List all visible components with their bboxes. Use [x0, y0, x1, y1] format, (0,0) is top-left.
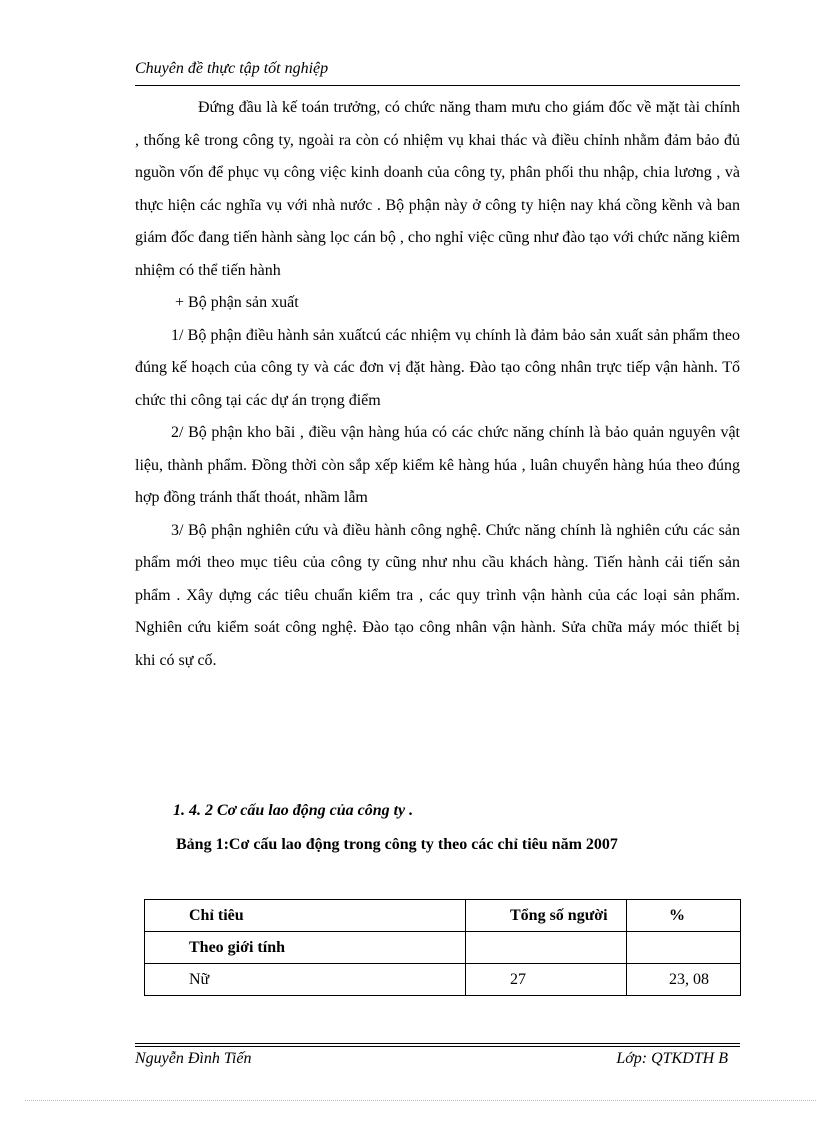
header-percent: %: [627, 900, 741, 932]
table-title: Bảng 1:Cơ cấu lao động trong công ty theo các chỉ tiêu năm 2007: [176, 836, 618, 853]
table-cell: Theo giới tính: [145, 932, 466, 964]
footer-rule: [135, 1043, 740, 1044]
paragraph-production-heading: + Bộ phận sản xuất: [175, 294, 299, 311]
header-rule: [135, 85, 740, 86]
paragraph-research: 3/ Bộ phận nghiên cứu và điều hành công nghệ. Chức năng chính là nghiên cứu các sản phẩm mới theo mục tiêu của công ty cũng như nhu cầu khách hàng. Tiến hành cải tiến sản phẩm . Xây dựng các tiêu chuẩn kiểm tra , các quy trình vận hành của các loại sản phẩm. Nghiên cứu kiểm soát công nghệ. Đào tạo công nhân vận hành. Sửa chữa máy móc thiết bị khi có sự cố.: [135, 521, 740, 669]
footer-rule: [135, 1046, 740, 1047]
footer-class: Lớp: QTKDTH B: [616, 1050, 728, 1067]
labor-structure-table: [144, 899, 741, 996]
table-cell: 27: [466, 964, 627, 996]
table-cell: [466, 932, 627, 964]
paragraph-accounting: Đứng đầu là kế toán trưởng, có chức năng tham mưu cho giám đốc về mặt tài chính , thống kê trong công ty, ngoài ra còn có nhiệm vụ khai thác và điều chỉnh nhằm đảm bảo đủ nguồn vốn để phục vụ công việc kinh doanh của công ty, phân phối thu nhập, chia lương , và thực hiện các nghĩa vụ với nhà nước . Bộ phận này ở công ty hiện nay khá cồng kềnh và ban giám đốc đang tiến hành sàng lọc cán bộ , cho nghỉ việc cũng như đào tạo với chức năng kiêm nhiệm có thể tiến hành: [135, 99, 740, 279]
page-header: Chuyên đề thực tập tốt nghiệp: [135, 60, 329, 77]
header-criteria: Chỉ tiêu: [145, 900, 466, 932]
paragraph-warehouse: 2/ Bộ phận kho bãi , điều vận hàng húa có các chức năng chính là bảo quản nguyên vật liệu, thành phẩm. Đồng thời còn sắp xếp kiểm kê hàng húa , luân chuyển hàng húa theo đúng hợp đồng tránh thất thoát, nhầm lẫm: [135, 424, 740, 506]
table-cell: [627, 932, 741, 964]
table-cell: 23, 08: [627, 964, 741, 996]
paragraph-production-management: 1/ Bộ phận điều hành sản xuấtcú các nhiệm vụ chính là đảm bảo sản xuất sản phẩm theo đúng kế hoạch của công ty và các đơn vị đặt hàng. Đào tạo công nhân trực tiếp vận hành. Tổ chức thi công tại các dự án trọng điểm: [135, 326, 740, 409]
table-row: [145, 964, 741, 996]
page-edge: [25, 1100, 816, 1101]
table-header-row: [145, 900, 741, 932]
table-row: [145, 932, 741, 964]
header-total: Tổng số người: [466, 900, 627, 932]
body-text: [135, 92, 740, 677]
footer-author: Nguyễn Đình Tiến: [135, 1050, 252, 1067]
table-cell: Nữ: [145, 964, 466, 996]
section-title: 1. 4. 2 Cơ cấu lao động của công ty .: [173, 802, 414, 819]
